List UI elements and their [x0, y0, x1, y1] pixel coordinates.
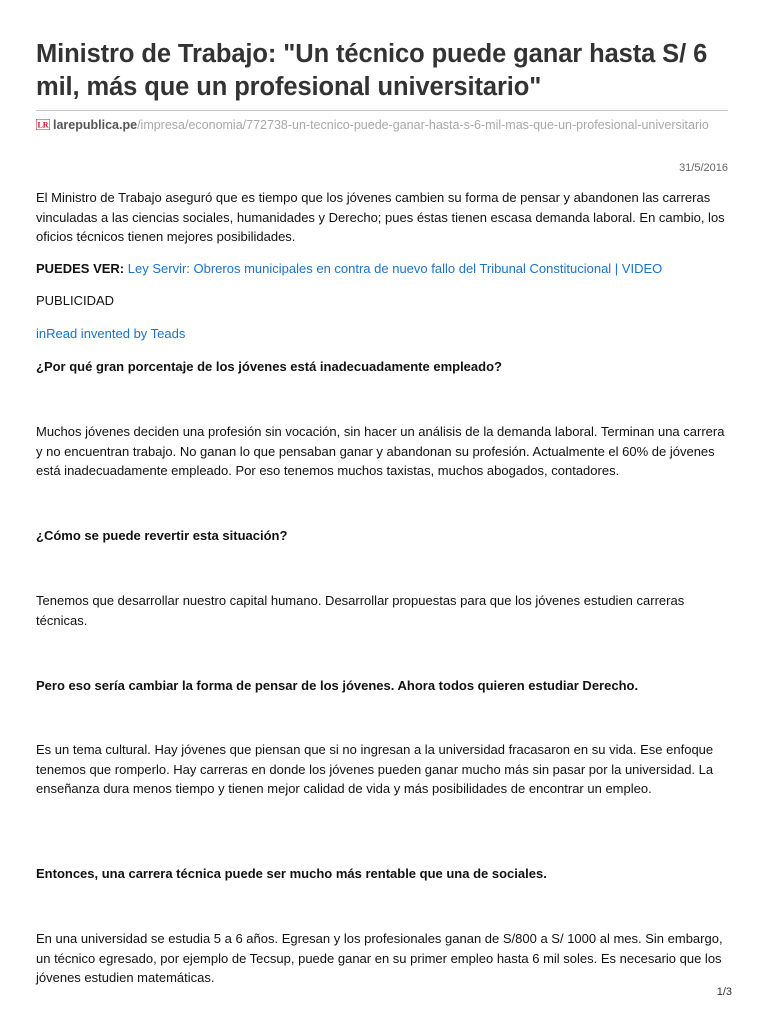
answer-3: Es un tema cultural. Hay jóvenes que piensan que si no ingresan a la universidad fracasaron en su vida. Ese enfoque tenemos que romperlo. Hay carreras en donde los jóvenes pueden ganar mucho más sin pasar por la universidad. La enseñanza dura menos tiempo y tienen mejor calidad de vida y más posibilidades de encontrar un empleo.	[36, 742, 714, 796]
publicidad-label: PUBLICIDAD	[36, 293, 115, 308]
answer-2: Tenemos que desarrollar nuestro capital humano. Desarrollar propuestas para que los jóvenes estudien carreras técnicas.	[36, 593, 685, 628]
publish-date: 31/5/2016	[679, 162, 728, 174]
inread-link-text[interactable]: inRead invented by Teads	[36, 326, 186, 341]
source-url[interactable]	[36, 117, 728, 133]
intro-paragraph: El Ministro de Trabajo aseguró que es tiempo que los jóvenes cambien su forma de pensar y abandonen las carreras vinculadas a las ciencias sociales, humanidades y Derecho; pues éstas tienen escasa demanda laboral. En cambio, los oficios técnicos tienen mejores posibilidades.	[36, 190, 725, 244]
question-2: ¿Cómo se puede revertir esta situación?	[36, 528, 288, 543]
title-divider	[36, 110, 728, 111]
puedes-ver-link[interactable]: Ley Servir: Obreros municipales en contra de nuevo fallo del Tribunal Constitucional | VIDEO	[127, 261, 663, 276]
source-domain[interactable]: larepublica.pe	[53, 118, 138, 132]
question-1: ¿Por qué gran porcentaje de los jóvenes está inadecuadamente empleado?	[36, 359, 502, 374]
svg-text:LR: LR	[37, 120, 49, 130]
answer-1: Muchos jóvenes deciden una profesión sin vocación, sin hacer un análisis de la demanda laboral. Terminan una carrera y no encuentran trabajo. No ganan lo que pensaban ganar y abandonan su profesión. Actualmente el 60% de jóvenes está inadecuadamente empleado. Por eso tenemos muchos taxistas, muchos abogados, contadores.	[36, 424, 725, 478]
question-4: Entonces, una carrera técnica puede ser mucho más rentable que una de sociales.	[36, 866, 547, 881]
inread-link[interactable]	[36, 324, 728, 344]
answer-4: En una universidad se estudia 5 a 6 años. Egresan y los profesionales ganan de S/800 a S/ 1000 al mes. Sin embargo, un técnico egresado, por ejemplo de Tecsup, puede ganar en su primer empleo hasta 6 mil soles. Es necesario que los jóvenes estudien matemáticas.	[36, 931, 723, 985]
puedes-ver-label: PUEDES VER:	[36, 261, 125, 276]
larepublica-logo-icon	[36, 119, 50, 130]
question-3: Pero eso sería cambiar la forma de pensar de los jóvenes. Ahora todos quieren estudiar Derecho.	[36, 678, 639, 693]
page-number: 1/3	[716, 986, 732, 998]
article-title: Ministro de Trabajo: "Un técnico puede ganar hasta S/ 6 mil, más que un profesional universitario"	[36, 40, 708, 101]
source-path[interactable]: /impresa/economia/772738-un-tecnico-puede-ganar-hasta-s-6-mil-mas-que-un-profesional-universitario	[137, 118, 709, 132]
puedes-ver-line	[36, 259, 728, 279]
